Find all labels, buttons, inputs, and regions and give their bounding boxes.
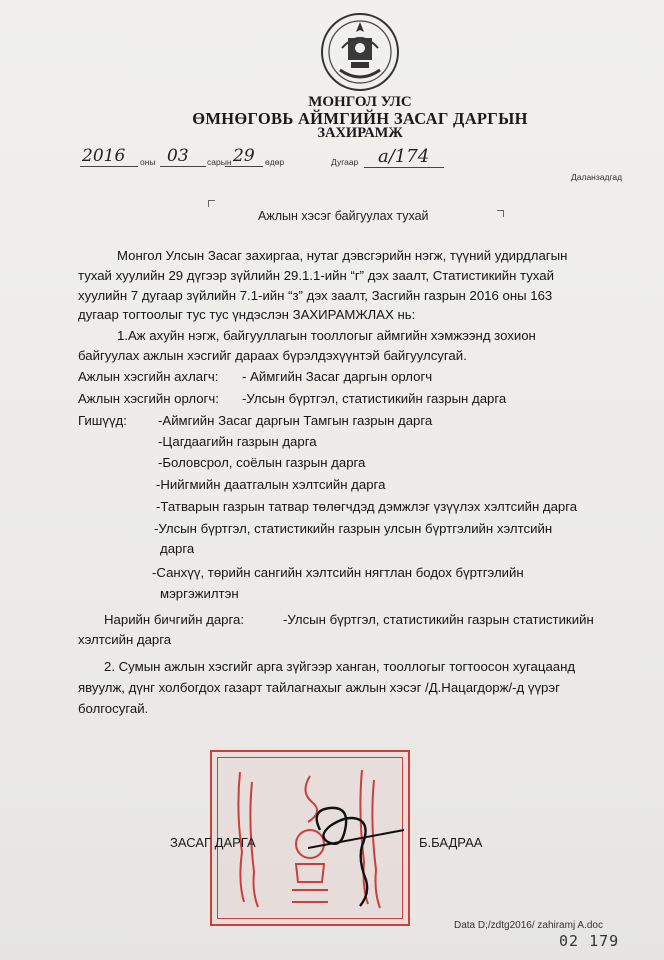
item2-line-3: болгосугай. (78, 701, 149, 716)
date-month: 03 (167, 146, 189, 166)
number-label: Дугаар (331, 157, 359, 167)
intro-line-1: Монгол Улсын Засаг захиргаа, нутаг дэвсгэрийн нэгж, түүний удирдлагын (117, 248, 568, 263)
intro-line-3: хуулийн 7 дугаар зүйлийн 7.1-ийн “з” дэх заалт, Засгийн газрын 2016 оны 163 (78, 288, 553, 303)
header-country: МОНГОЛ УЛС (308, 94, 412, 110)
header-authority: ӨМНӨГОВЬ АЙМГИЙН ЗАСАГ ДАРГЫН (192, 109, 528, 128)
item1-line-1: 1.Аж ахуйн нэгж, байгууллагын тооллогыг аймгийн хэмжээнд зохион (117, 328, 536, 343)
intro-line-4: дугаар тогтоолыг тус тус үндэслэн ЗАХИРАМЖЛАХ нь: (78, 307, 416, 322)
secretary-value: -Улсын бүртгэл, статистикийн газрын статистикийн (283, 612, 594, 627)
member-item: -Цагдаагийн газрын дарга (158, 434, 317, 449)
number-underline (364, 167, 444, 168)
intro-line-2: тухай хуулийн 29 дүгээр зүйлийн 29.1.1-ийн “г” дэх заалт, Статистикийн тухай (78, 268, 554, 283)
title-corner-right (497, 210, 504, 217)
registration-stamp-number: 02 179 (559, 932, 620, 950)
chair-label: Ажлын хэсгийн ахлагч: (78, 369, 219, 384)
document-number: а/174 (378, 146, 430, 167)
vice-label: Ажлын хэсгийн орлогч: (78, 391, 219, 406)
header-doc-type: ЗАХИРАМЖ (317, 125, 403, 141)
year-underline (80, 166, 138, 167)
member-item: -Аймгийн Засаг даргын Тамгын газрын дарга (158, 413, 433, 428)
month-suffix: сарын (207, 157, 232, 167)
member-item: -Улсын бүртгэл, статистикийн газрын улсын бүртгэлийн хэлтсийн (154, 521, 553, 536)
month-underline (160, 166, 206, 167)
members-label: Гишүүд: (78, 413, 127, 428)
member-item: -Татварын газрын татвар төлөгчдэд дэмжлэг үзүүлэх хэлтсийн дарга (156, 499, 578, 514)
member-item: -Боловсрол, соёлын газрын дарга (158, 455, 366, 470)
item1-line-2: байгуулах ажлын хэсгийг дараах бүрэлдэхүүнтэй байгуулсугай. (78, 348, 467, 363)
item2-line-2: явуулж, дүнг холбогдох газарт тайлагнахыг ажлын хэсэг /Д.Нацагдорж/-д үүрэг (78, 680, 560, 695)
date-year: 2016 (82, 146, 126, 166)
document-title: Ажлын хэсэг байгуулах тухай (258, 209, 429, 223)
file-path: Data D;/zdtg2016/ zahiramj A.doc (454, 920, 603, 931)
handwritten-signature-icon (300, 790, 410, 910)
year-suffix: оны (140, 157, 156, 167)
state-emblem-icon (318, 8, 402, 96)
place-name: Даланзадгад (571, 172, 623, 182)
secretary-label: Нарийн бичгийн дарга: (104, 612, 245, 627)
member-item: -Нийгмийн даатгалын хэлтсийн дарга (156, 477, 386, 492)
date-day: 29 (233, 146, 255, 166)
member-item: -Санхүү, төрийн сангийн хэлтсийн нягтлан бодох бүртгэлийн (152, 565, 524, 580)
signatory-name: Б.БАДРАА (419, 835, 483, 850)
signatory-title: ЗАСАГ ДАРГА (170, 835, 256, 850)
member-item-cont: мэргэжилтэн (160, 586, 239, 601)
secretary-value-cont: хэлтсийн дарга (78, 632, 172, 647)
day-suffix: өдөр (265, 157, 285, 167)
day-underline (225, 166, 263, 167)
title-corner-left (208, 200, 215, 207)
vice-value: -Улсын бүртгэл, статистикийн газрын дарга (242, 391, 507, 406)
item2-line-1: 2. Сумын ажлын хэсгийг арга зүйгээр ханган, тооллогыг тогтоосон хугацаанд (104, 659, 576, 674)
chair-value: - Аймгийн Засаг даргын орлогч (242, 369, 433, 384)
member-item-cont: дарга (160, 541, 195, 556)
